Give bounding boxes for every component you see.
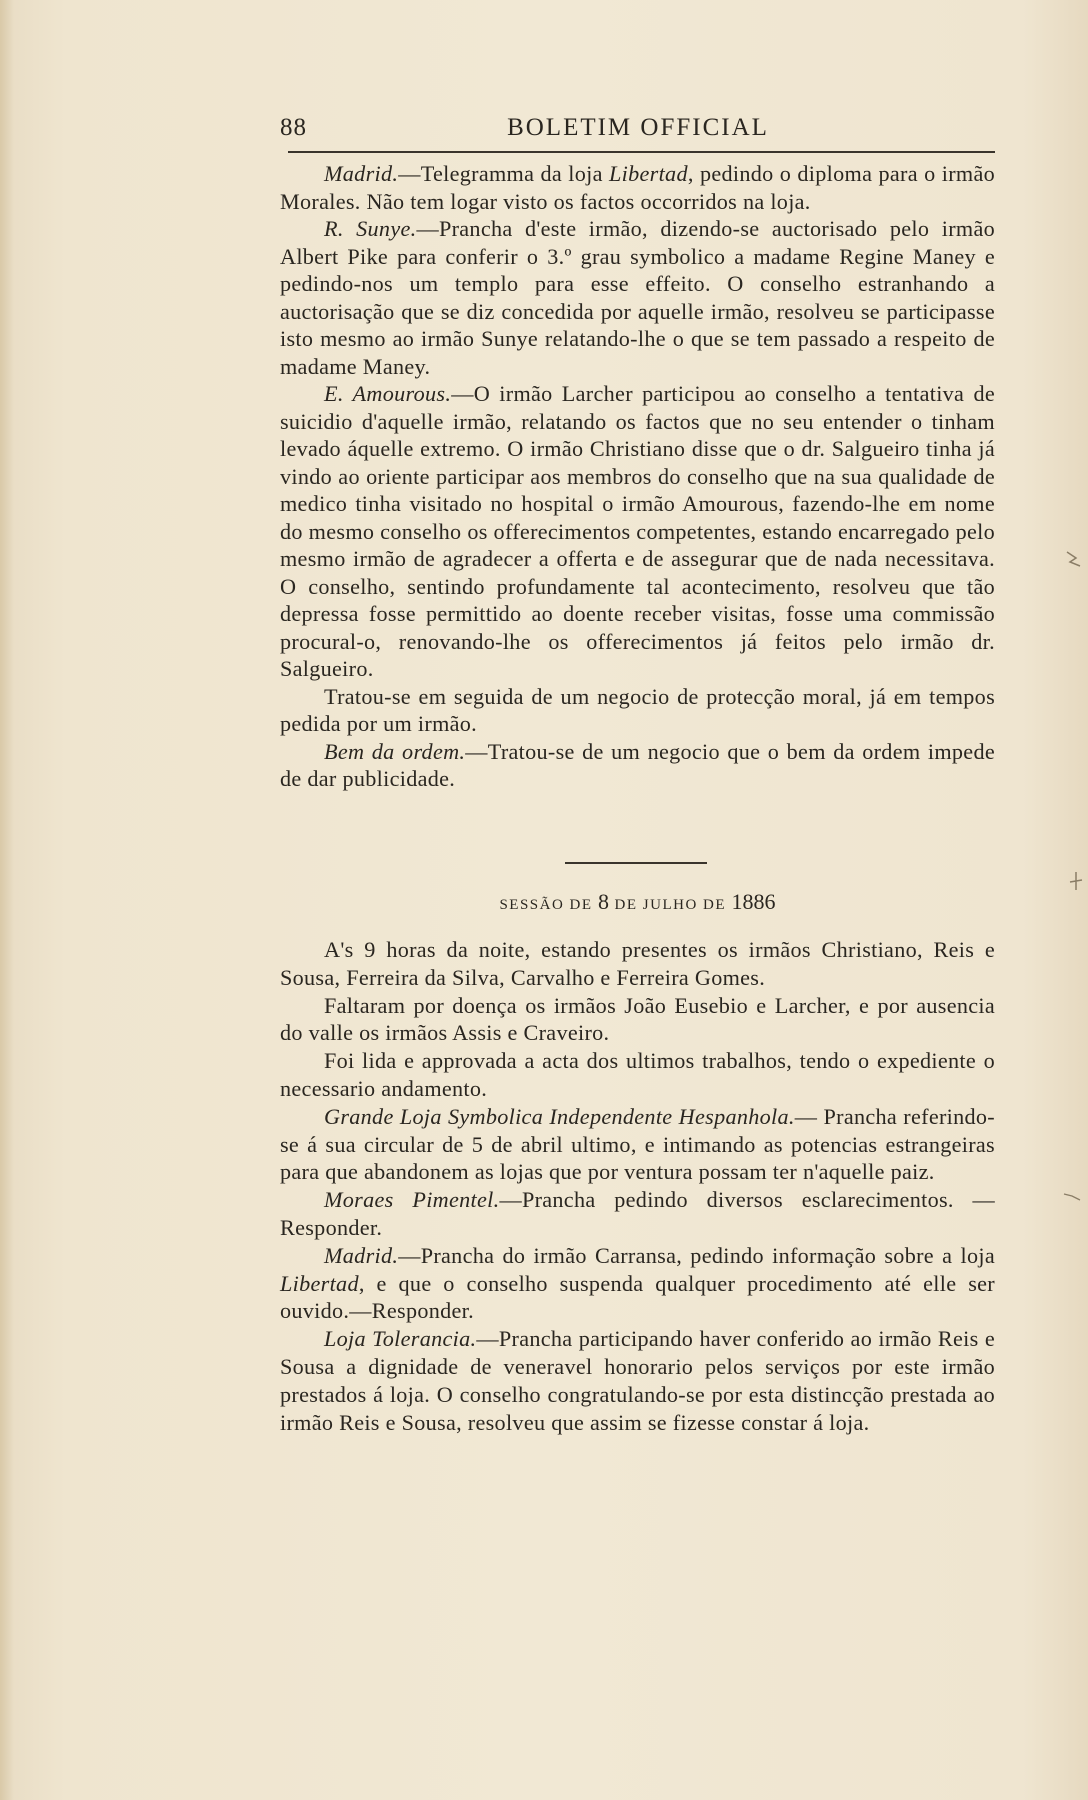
- paragraph-text-continued: , pedindo o diploma para o irmão Morales. Não tem logar visto os factos occorridos na loja.: [280, 161, 995, 214]
- session-heading: [280, 889, 995, 915]
- paragraph-bem-da-ordem: [280, 738, 995, 793]
- paragraph-text: —Telegramma da loja: [398, 161, 610, 186]
- paragraph-text: —Tratou-se de um negocio que o bem da ordem impede de dar publicidade.: [280, 738, 995, 791]
- paragraph-lead: R. Sunye.: [324, 216, 417, 241]
- paragraph-text: Tratou-se em seguida de um negocio de protecção moral, já em tempos pedida por um irmão.: [280, 683, 995, 736]
- paragraph-proteccao-moral: [280, 683, 995, 738]
- minutes-top-section: [280, 160, 995, 793]
- paragraph-lead: Moraes Pimentel.: [324, 1187, 500, 1213]
- heading-month: DE JULHO DE: [614, 897, 727, 913]
- page-edge-shadow: [0, 0, 14, 1800]
- paragraph-grande-loja: [280, 1103, 995, 1186]
- margin-ink-mark: [1064, 548, 1084, 570]
- paragraph-acta: [280, 1047, 995, 1103]
- paragraph-faltaram: [280, 992, 995, 1048]
- paragraph-loja-tolerancia: [280, 1325, 995, 1436]
- margin-ink-mark: [1062, 1188, 1084, 1204]
- paragraph-lead: Madrid.: [324, 1242, 399, 1268]
- paragraph-madrid-carransa: [280, 1242, 995, 1325]
- margin-ink-mark: [1066, 870, 1086, 894]
- paragraph-text: —O irmão Larcher participou ao conselho a tentativa de suicidio d'aquelle irmão, relatando os factos que no seu entender o tinham levado áquelle extremo. O irmão Christiano disse que o dr. Salgueiro tinha já vindo ao oriente participar aos membros do conselho que na sua qualidade de medico tinha visitado no hospital o irmão Amourous, fazendo-lhe em nome do mesmo conselho os offerecimentos competentes, estando encarregado pelo mesmo irmão de agradecer a offerta e de assegurar que de nada necessitava. O conselho, sentindo profundamente tal acontecimento, resolveu que tão depressa fosse permittido ao doente receber visitas, fosse uma commissão procural-o, renovando-lhe os offerecimentos já feitos pelo irmão dr. Salgueiro.: [280, 381, 995, 681]
- heading-day: 8: [598, 889, 610, 914]
- paragraph-lead: Madrid.: [324, 161, 399, 186]
- paragraph-lead: Bem da ordem.: [324, 738, 466, 764]
- header-rule: [288, 151, 995, 153]
- paragraph-text: A's 9 horas da noite, estando presentes os irmãos Christiano, Reis e Sousa, Ferreira da Silva, Carvalho e Ferreira Gomes.: [280, 937, 995, 990]
- paragraph-moraes-pimentel: [280, 1186, 995, 1242]
- paragraph-amourous: [280, 380, 995, 683]
- paragraph-text: — Prancha referindo-se á sua circular de 5 de abril ultimo, e intimando as potencias estrangeiras para que abandonem as lojas que por ventura possam ter n'aquelle paiz.: [280, 1103, 995, 1185]
- paragraph-lead-inline: Libertad: [280, 1270, 359, 1296]
- paragraph-lead: E. Amourous.: [324, 381, 452, 406]
- paragraph-sunye: [280, 215, 995, 380]
- heading-sessao: SESSÃO DE: [499, 897, 593, 913]
- paragraph-madrid-telegram: [280, 160, 995, 215]
- paragraph-lead: Loja Tolerancia.: [324, 1326, 477, 1352]
- page-header: [280, 108, 996, 148]
- heading-year: 1886: [731, 889, 776, 914]
- paragraph-text: —Prancha do irmão Carransa, pedindo informação sobre a loja: [398, 1242, 995, 1268]
- paragraph-lead: Grande Loja Symbolica Independente Hespanhola.: [324, 1103, 795, 1129]
- paragraph-text: —Prancha d'este irmão, dizendo-se auctorisado pelo irmão Albert Pike para conferir o 3.º grau symbolico a madame Regine Maney e pedindo-nos um templo para esse effeito. O conselho estranhando a auctorisação que se diz concedida por aquelle irmão, resolveu se participasse isto mesmo ao irmão Sunye relatando-lhe o que se tem passado a respeito de madame Maney.: [280, 216, 995, 379]
- section-separator-rule: [565, 862, 707, 864]
- paragraph-text: —Prancha participando haver conferido ao irmão Reis e Sousa a dignidade de veneravel honorario pelos serviços por este irmão prestados á loja. O conselho congratulando-se por esta distincção prestada ao irmão Reis e Sousa, resolveu que assim se fizesse constar á loja.: [280, 1326, 996, 1435]
- paragraph-lead-inline: Libertad: [609, 161, 688, 186]
- paragraph-text: Foi lida e approvada a acta dos ultimos trabalhos, tendo o expediente o necessario andamento.: [280, 1048, 995, 1101]
- paragraph-text-continued: , e que o conselho suspenda qualquer procedimento até elle ser ouvido.—Responder.: [280, 1270, 995, 1324]
- page-number: 88: [280, 114, 307, 141]
- paragraph-text: Faltaram por doença os irmãos João Eusebio e Larcher, e por ausencia do valle os irmãos Assis e Craveiro.: [280, 992, 995, 1046]
- running-title: BOLETIM OFFICIAL: [507, 114, 769, 141]
- paragraph-text: —Prancha pedindo diversos esclarecimentos. — Responder.: [280, 1187, 995, 1240]
- minutes-session-section: [280, 936, 995, 1436]
- paragraph-presentes: [280, 936, 995, 992]
